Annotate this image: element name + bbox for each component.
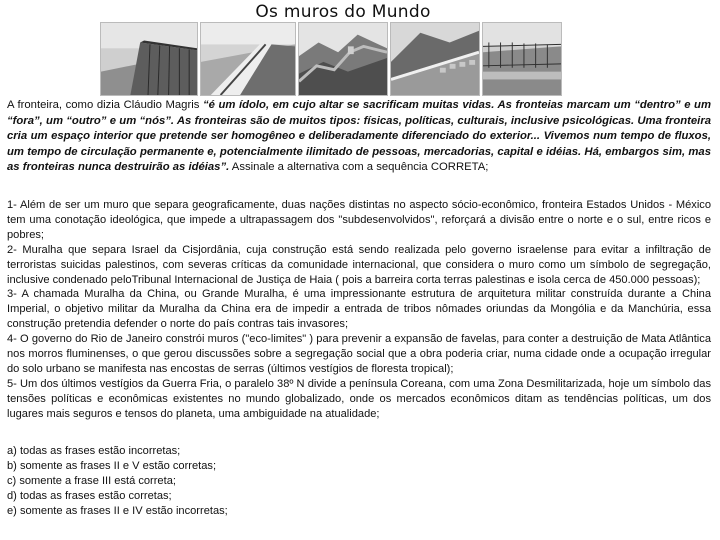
intro-lead: A fronteira, como dizia Cláudio Magris [7,99,203,111]
statement-1: 1- Além de ser um muro que separa geograficamente, duas nações distintas no aspecto sócio-econômico, fronteira Estados Unidos - México tem uma conotação ideológica, que impede a ultrapassagem dos "subdesenvolvidos", reforçará a divisão entre o norte e o sul, entre ricos e pobres; [7,199,711,241]
option-a[interactable]: a) todas as frases estão incorretas; [7,445,181,457]
statement-4: 4- O governo do Rio de Janeiro constrói muros ("eco-limites" ) para prevenir a expansão de favelas, para conter a destruição de Mata Atlântica nos morros fluminenses, o que gerou discussões sobre a segregação social que a obra poderia criar, numa cidade onde a ocupação irregular do solo urbano se manifesta nas encostas de serras (últimos vestígios de floresta tropical); [7,333,711,375]
intro-instruction: Assinale a alternativa com a sequência CORRETA; [229,161,489,173]
statement-5: 5- Um dos últimos vestígios da Guerra Fria, o paralelo 38º N divide a península Coreana, com uma Zona Desmilitarizada, hoje um símbolo das tensões políticas e econômicas existentes no mundo globalizado, onde os mercados econômicos ditam as tendências políticas, um dos lugares mais seguros e tensos do planeta, uma ambiguidade na atualidade; [7,377,711,420]
wall-photo-3 [298,22,388,96]
wall-photo-1 [100,22,198,96]
intro-paragraph [7,98,711,176]
page-title: Os muros do Mundo [255,2,431,22]
wall-photo-5 [482,22,562,96]
option-d[interactable]: d) todas as frases estão corretas; [7,489,172,502]
photo-strip [100,22,710,96]
statement-list [7,198,711,422]
statement-3: 3- A chamada Muralha da China, ou Grande Muralha, é uma impressionante estrutura de arquitetura militar construída durante a China Imperial, o objetivo militar da Muralha da China era de impedir a entrada de tribos nômades oriundas da Mongólia e da Manchúria, essa construção pretendia defender o norte do país contras tais invasores; [7,288,711,331]
option-c[interactable]: c) somente a frase III está correta; [7,474,176,487]
wall-photo-2 [200,22,296,96]
answer-options [7,444,711,519]
option-e[interactable]: e) somente as frases II e IV estão incorretas; [7,504,228,517]
option-b[interactable]: b) somente as frases II e V estão corretas; [7,459,217,472]
magris-quote: “é um ídolo, em cujo altar se sacrificam muitas vidas. As fronteias marcam um “dentro” e um “fora”, um “outro” e um “nós”. As fronteiras são de muitos tipos: físicas, políticas, culturais, inclusive psicológicas. Uma fronteira cria um espaço interior que pretende ser homogêneo e deliberadamente diferenciado do exterior... Vivemos num tempo de fluxos, um tempo de circulação permanente e, potencialmente ilimitado de pessoas, mercadorias, capital e idéias. Há, embargos sim, mas as fronteiras nunca destruirão as idéias”. [7,99,711,173]
wall-photo-4 [390,22,480,96]
statement-2: 2- Muralha que separa Israel da Cisjordânia, cuja construção está sendo realizada pelo governo israelense para evitar a infiltração de terroristas suicidas palestinos, com severas críticas da comunidade internacional, que considera o muro como um símbolo de segregação, inclusive condenado peloTribunal Internacional de Justiça de Haia ( pois a barreira corta terras palestinas e isola cerca de 450.000 pessoas); [7,243,711,286]
